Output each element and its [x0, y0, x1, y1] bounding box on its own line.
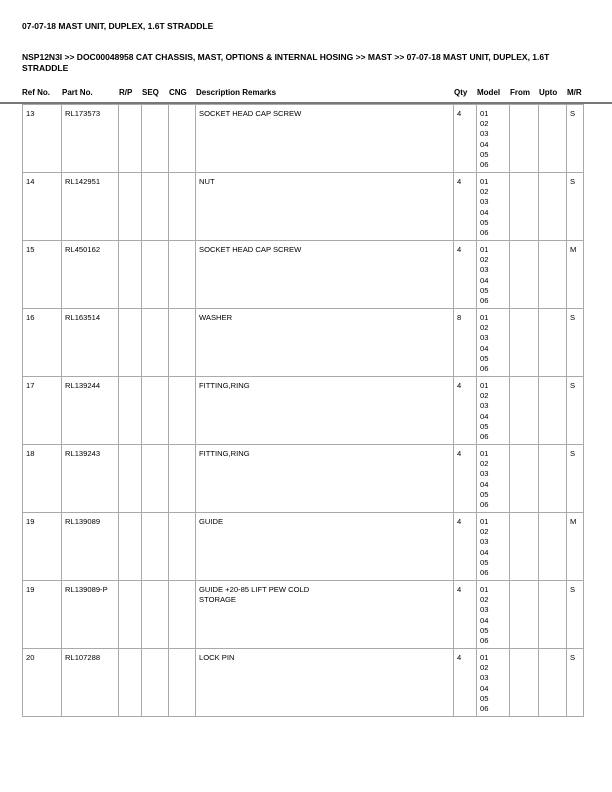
cell-qty: 4 — [454, 173, 477, 241]
cell-model: 01 02 03 04 05 06 — [477, 445, 510, 513]
cell-model: 01 02 03 04 05 06 — [477, 377, 510, 445]
cell-desc: WASHER — [196, 309, 454, 377]
cell-seq — [142, 105, 169, 173]
cell-model: 01 02 03 04 05 06 — [477, 309, 510, 377]
cell-upto — [539, 105, 567, 173]
cell-ref: 14 — [23, 173, 62, 241]
cell-ref: 16 — [23, 309, 62, 377]
cell-rp — [119, 173, 142, 241]
cell-part: RL107288 — [62, 649, 119, 717]
cell-part: RL163514 — [62, 309, 119, 377]
cell-model: 01 02 03 04 05 06 — [477, 241, 510, 309]
cell-mr: S — [567, 649, 584, 717]
cell-rp — [119, 309, 142, 377]
column-header-part: Part No. — [62, 88, 93, 97]
cell-ref: 19 — [23, 581, 62, 649]
table-row — [23, 649, 584, 717]
cell-ref: 20 — [23, 649, 62, 717]
cell-mr: S — [567, 173, 584, 241]
cell-part: RL139089 — [62, 513, 119, 581]
cell-upto — [539, 377, 567, 445]
cell-qty: 4 — [454, 649, 477, 717]
cell-qty: 4 — [454, 445, 477, 513]
cell-upto — [539, 445, 567, 513]
cell-from — [510, 581, 539, 649]
cell-part: RL139243 — [62, 445, 119, 513]
cell-rp — [119, 649, 142, 717]
cell-cng — [169, 445, 196, 513]
column-header-mr: M/R — [567, 88, 582, 97]
cell-rp — [119, 377, 142, 445]
cell-ref: 17 — [23, 377, 62, 445]
cell-ref: 18 — [23, 445, 62, 513]
column-header-desc: Description Remarks — [196, 88, 277, 97]
table-row — [23, 445, 584, 513]
cell-from — [510, 105, 539, 173]
cell-part: RL139089-P — [62, 581, 119, 649]
cell-part: RL450162 — [62, 241, 119, 309]
cell-rp — [119, 581, 142, 649]
cell-seq — [142, 377, 169, 445]
cell-mr: M — [567, 241, 584, 309]
cell-ref: 15 — [23, 241, 62, 309]
cell-from — [510, 513, 539, 581]
column-header-rp: R/P — [119, 88, 133, 97]
cell-qty: 4 — [454, 581, 477, 649]
cell-seq — [142, 173, 169, 241]
cell-from — [510, 649, 539, 717]
cell-model: 01 02 03 04 05 06 — [477, 173, 510, 241]
cell-upto — [539, 173, 567, 241]
column-header-ref: Ref No. — [22, 88, 50, 97]
cell-cng — [169, 513, 196, 581]
cell-mr: M — [567, 513, 584, 581]
column-header-qty: Qty — [454, 88, 468, 97]
cell-model: 01 02 03 04 05 06 — [477, 105, 510, 173]
cell-from — [510, 445, 539, 513]
cell-seq — [142, 649, 169, 717]
table-row — [23, 173, 584, 241]
cell-desc: FITTING,RING — [196, 445, 454, 513]
cell-seq — [142, 241, 169, 309]
cell-mr: S — [567, 445, 584, 513]
cell-from — [510, 309, 539, 377]
cell-qty: 4 — [454, 241, 477, 309]
cell-from — [510, 241, 539, 309]
cell-desc: GUIDE +20-85 LIFT PEW COLD STORAGE — [196, 581, 454, 649]
cell-qty: 4 — [454, 377, 477, 445]
breadcrumb: NSP12N3I >> DOC00048958 CAT CHASSIS, MAST, OPTIONS & INTERNAL HOSING >> MAST >> 07-07-18 MAST UNIT, DUPLEX, 1.6T STRADDLE — [22, 52, 550, 73]
cell-qty: 4 — [454, 513, 477, 581]
table-row — [23, 513, 584, 581]
cell-upto — [539, 649, 567, 717]
cell-mr: S — [567, 309, 584, 377]
cell-desc: LOCK PIN — [196, 649, 454, 717]
column-header-from: From — [510, 88, 530, 97]
cell-rp — [119, 445, 142, 513]
cell-upto — [539, 581, 567, 649]
column-header-cng: CNG — [169, 88, 187, 97]
cell-part: RL142951 — [62, 173, 119, 241]
cell-mr: S — [567, 377, 584, 445]
cell-desc: SOCKET HEAD CAP SCREW — [196, 241, 454, 309]
cell-part: RL173573 — [62, 105, 119, 173]
table-row — [23, 309, 584, 377]
cell-desc: FITTING,RING — [196, 377, 454, 445]
table-row — [23, 377, 584, 445]
cell-qty: 4 — [454, 105, 477, 173]
table-row — [23, 581, 584, 649]
cell-desc: SOCKET HEAD CAP SCREW — [196, 105, 454, 173]
cell-model: 01 02 03 04 05 06 — [477, 581, 510, 649]
cell-cng — [169, 309, 196, 377]
cell-upto — [539, 241, 567, 309]
cell-cng — [169, 377, 196, 445]
cell-model: 01 02 03 04 05 06 — [477, 649, 510, 717]
cell-ref: 13 — [23, 105, 62, 173]
cell-desc: NUT — [196, 173, 454, 241]
cell-from — [510, 173, 539, 241]
cell-model: 01 02 03 04 05 06 — [477, 513, 510, 581]
cell-cng — [169, 581, 196, 649]
cell-mr: S — [567, 105, 584, 173]
cell-upto — [539, 309, 567, 377]
cell-qty: 8 — [454, 309, 477, 377]
parts-table — [22, 104, 584, 717]
cell-desc: GUIDE — [196, 513, 454, 581]
column-header-model: Model — [477, 88, 501, 97]
cell-ref: 19 — [23, 513, 62, 581]
cell-cng — [169, 649, 196, 717]
cell-seq — [142, 581, 169, 649]
cell-cng — [169, 173, 196, 241]
cell-rp — [119, 513, 142, 581]
column-header-upto: Upto — [539, 88, 558, 97]
cell-rp — [119, 105, 142, 173]
cell-rp — [119, 241, 142, 309]
page-title: 07-07-18 MAST UNIT, DUPLEX, 1.6T STRADDLE — [22, 21, 214, 31]
cell-cng — [169, 241, 196, 309]
cell-mr: S — [567, 581, 584, 649]
cell-seq — [142, 445, 169, 513]
column-header-seq: SEQ — [142, 88, 159, 97]
table-row — [23, 105, 584, 173]
cell-seq — [142, 513, 169, 581]
cell-upto — [539, 513, 567, 581]
cell-seq — [142, 309, 169, 377]
cell-part: RL139244 — [62, 377, 119, 445]
table-row — [23, 241, 584, 309]
cell-from — [510, 377, 539, 445]
cell-cng — [169, 105, 196, 173]
